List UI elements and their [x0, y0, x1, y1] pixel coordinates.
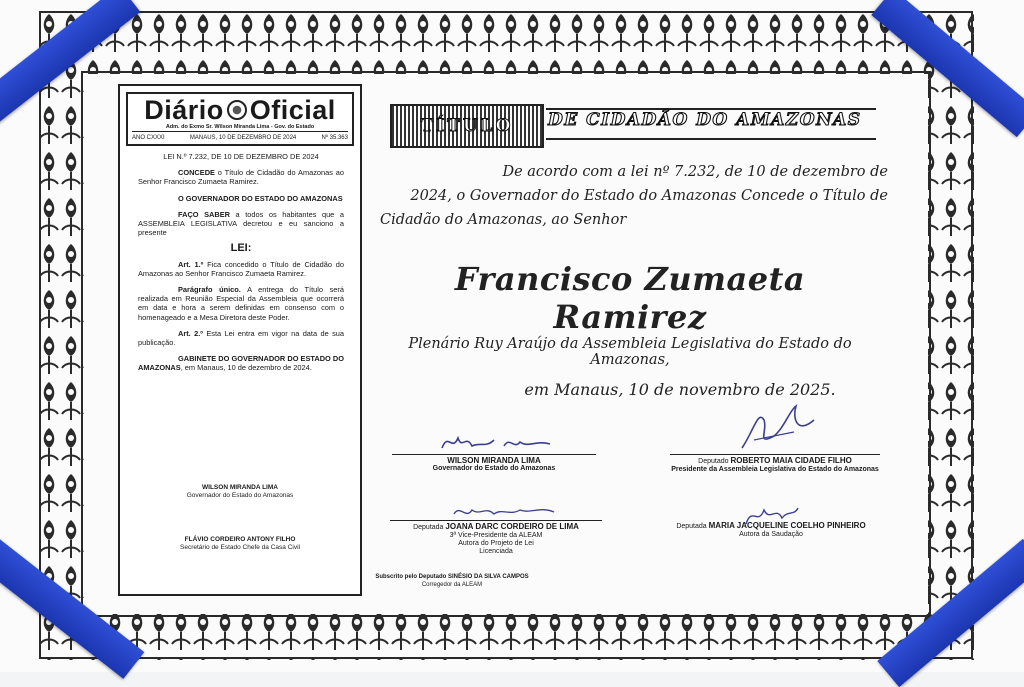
- gabinete-text: , em Manaus, 10 de dezembro de 2024.: [180, 363, 312, 373]
- gazette-body: [120, 146, 360, 373]
- gazette-sig2-role: Secretário de Estado Chefe da Casa Civil: [180, 544, 300, 551]
- footnote-line-1: Subscrito pelo Deputado SINÉSIO DA SILVA CAMPOS: [375, 574, 529, 580]
- gazette-masthead: [126, 92, 354, 146]
- signature-1-role: Governador do Estado do Amazonas: [432, 465, 556, 472]
- gazette-sig2-name: FLÁVIO CORDEIRO ANTONY FILHO: [184, 536, 296, 543]
- gazette-year: ANO CXXXI: [132, 135, 165, 141]
- gazette-number: Nº 35.363: [321, 135, 348, 141]
- certificate-title: [386, 104, 886, 146]
- certificate-paragraph: [380, 160, 888, 232]
- article-2-text: Esta Lei entra em vigor na data de sua publicação.: [138, 328, 344, 348]
- footnote-line-2: Corregedor da ALEAM: [421, 581, 483, 588]
- gazette-signature-secretary: [120, 536, 360, 552]
- signature-2-prefix: Deputado: [698, 458, 729, 465]
- article-1: [138, 260, 344, 278]
- signature-block-president: [670, 454, 880, 474]
- governor-line: O GOVERNADOR DO ESTADO DO AMAZONAS: [178, 193, 343, 203]
- gazette-title-right: Oficial: [249, 95, 336, 125]
- paragraph-line-3: Cidadão do Amazonas, ao Senhor: [380, 212, 627, 228]
- signature-3-name: JOANA DARC CORDEIRO DE LIMA: [445, 522, 579, 531]
- gabinete-bold: GABINETE DO GOVERNADOR DO ESTADO DO AMAZONAS: [138, 354, 344, 373]
- signature-4-name: MARIA JACQUELINE COELHO PINHEIRO: [708, 521, 866, 530]
- signature-block-author: [390, 520, 602, 556]
- signature-block-saudacao: [660, 522, 882, 539]
- gazette-title: [132, 96, 348, 124]
- signature-block-governor: [392, 454, 596, 473]
- signature-1-name: WILSON MIRANDA LIMA: [447, 456, 541, 465]
- title-word: TÍTULO: [420, 116, 514, 136]
- signature-3-role-1: 3ª Vice-Presidente da ALEAM: [449, 532, 543, 539]
- faco-saber-word: FAÇO SABER: [178, 209, 230, 219]
- faco-saber-text: a todos os habitantes que a ASSEMBLEIA LEGISLATIVA decretou e eu sanciono a presente: [138, 209, 344, 238]
- paragraph-line-2: 2024, o Governador do Estado do Amazonas Concede o Título de: [410, 188, 888, 204]
- footnote-subscription: [372, 574, 532, 589]
- article-1-label: Art. 1.º: [178, 259, 204, 269]
- signature-2-name: ROBERTO MAIA CIDADE FILHO: [730, 456, 852, 465]
- signature-3-role-2: Autora do Projeto de Lei: [458, 540, 534, 547]
- gazette-sig1-role: Governador do Estado do Amazonas: [186, 492, 294, 499]
- gazette-title-left: Diário: [144, 95, 224, 125]
- article-2: [138, 329, 344, 347]
- title-rest: DE CIDADÃO DO AMAZONAS: [548, 110, 862, 130]
- gazette-sig1-name: WILSON MIRANDA LIMA: [202, 484, 278, 491]
- signature-2-role: Presidente da Assembleia Legislativa do Estado do Amazonas: [671, 466, 879, 473]
- gabinete-paragraph: [138, 354, 344, 372]
- ceremony-date: em Manaus, 10 de novembro de 2025.: [524, 380, 836, 399]
- concede-word: CONCEDE: [178, 168, 215, 178]
- law-number: LEI N.º 7.232, DE 10 DE DEZEMBRO DE 2024: [163, 152, 319, 161]
- gazette-subtitle: Adm. do Exmo Sr. Wilson Miranda Lima - Gov. do Estado: [165, 124, 315, 130]
- faco-saber-paragraph: [138, 210, 344, 238]
- signature-3-prefix: Deputada: [413, 524, 444, 531]
- signature-line: [670, 454, 880, 455]
- gazette-issue-bar: [132, 131, 348, 142]
- signature-line: [392, 454, 596, 455]
- signature-4-prefix: Deputada: [676, 523, 707, 530]
- paragrafo-text: A entrega do Título será realizada em Reunião Especial da Assembleia que ocorrerá em data e hora a serem definidas em consenso com o homenageado e a Mesa Diretora deste Poder.: [138, 285, 344, 322]
- signature-3-role-3: Licenciada: [479, 548, 513, 555]
- article-1-text: Fica concedido o Título de Cidadão do Amazonas ao Senhor Francisco Zumaeta Ramirez.: [138, 259, 344, 278]
- title-rule-bottom: [546, 138, 876, 140]
- concede-text: o Título de Cidadão do Amazonas ao Senhor Francisco Zumaeta Ramirez.: [138, 168, 344, 187]
- title-word-box: [390, 104, 544, 148]
- paragrafo-label: Parágrafo único.: [178, 285, 241, 295]
- diario-oficial-clipping: [118, 84, 362, 596]
- lei-heading: LEI:: [230, 242, 252, 255]
- paragrafo-unico: [138, 285, 344, 322]
- article-2-label: Art. 2.º: [178, 328, 203, 338]
- gazette-signature-governor: [120, 484, 360, 500]
- signature-4-role: Autora da Saudação: [739, 531, 803, 538]
- state-seal-icon: [227, 100, 247, 120]
- signature-line: [390, 520, 602, 521]
- ceremony-place: Plenário Ruy Araújo da Assembleia Legislativa do Estado do Amazonas,: [408, 336, 852, 368]
- concede-paragraph: [138, 168, 344, 186]
- honoree-name: Francisco Zumaeta Ramirez: [454, 260, 806, 336]
- signature-scrawl-president: [734, 400, 824, 460]
- gazette-date: MANAUS, 10 DE DEZEMBRO DE 2024: [189, 135, 297, 141]
- paragraph-line-1: De acordo com a lei nº 7.232, de 10 de dezembro de: [502, 164, 888, 180]
